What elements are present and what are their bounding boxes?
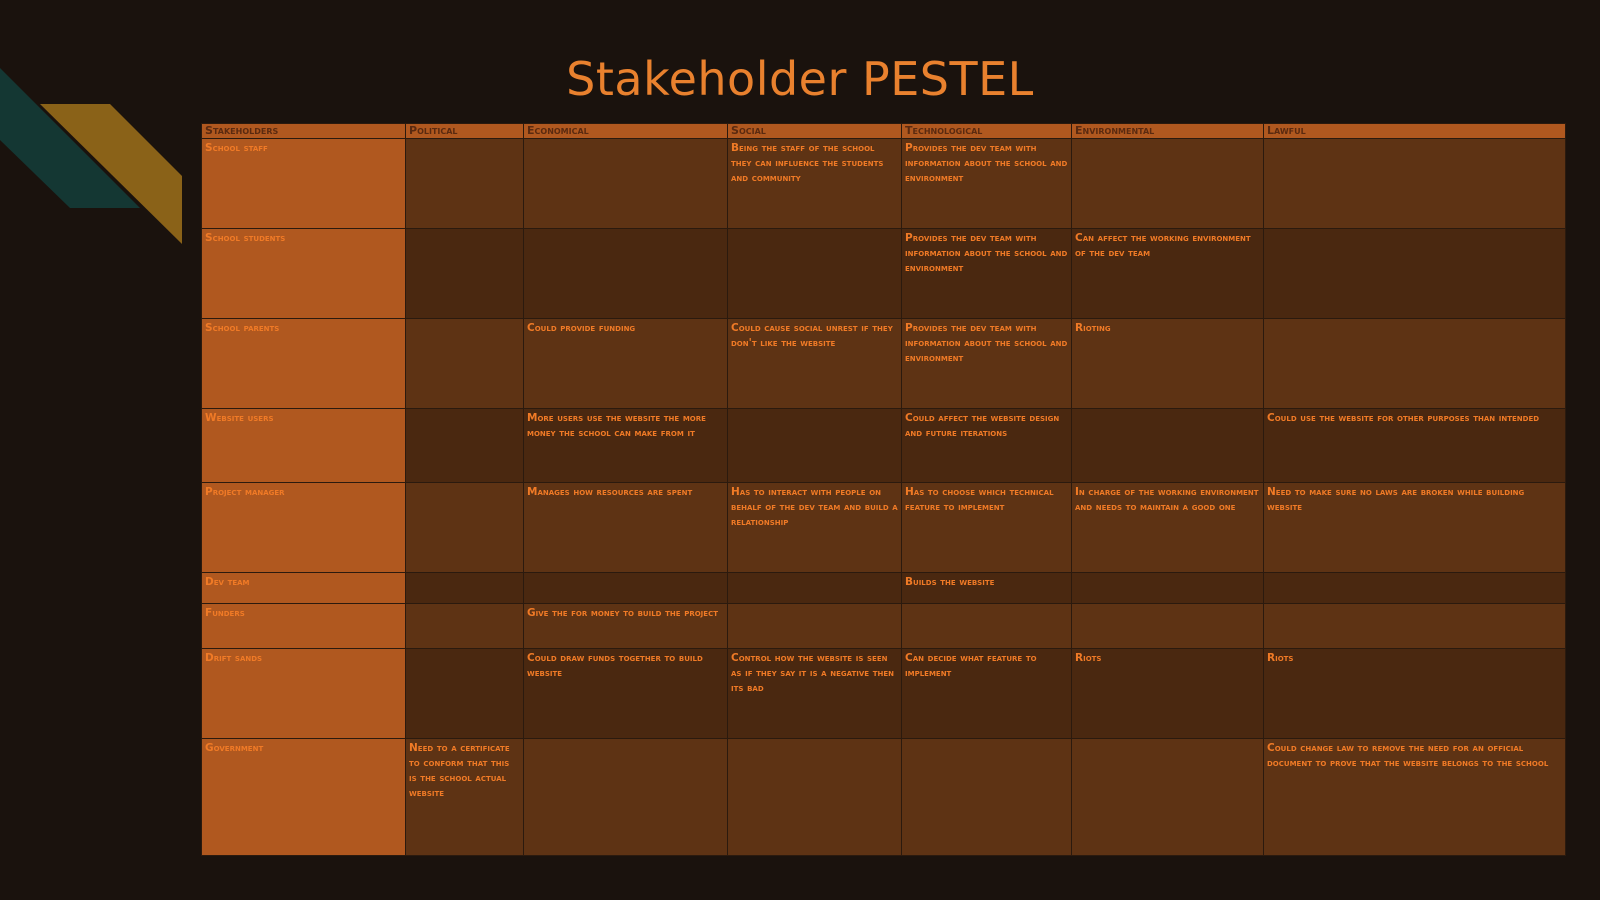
- cell-text: builds the website: [905, 576, 995, 588]
- cell-text: more users use the website the more money the school can make from it: [527, 412, 706, 439]
- table-cell: [902, 409, 1072, 483]
- table-cell: [524, 409, 728, 483]
- table-cell: [902, 573, 1072, 604]
- stakeholder-label: School staff: [205, 142, 268, 154]
- table-row: [202, 573, 1566, 604]
- table-cell: [1072, 739, 1264, 856]
- table-cell: [406, 409, 524, 483]
- cell-text: Provides the dev team with information about the school and environment: [905, 142, 1068, 184]
- table-cell: [406, 229, 524, 319]
- table-cell: [524, 139, 728, 229]
- table-cell: [902, 229, 1072, 319]
- cell-text: Can affect the working environment of the dev team: [1075, 232, 1251, 259]
- table-cell: [406, 573, 524, 604]
- header-label: social: [731, 124, 766, 137]
- header-label: Stakeholders: [205, 124, 279, 137]
- cell-text: Has to choose which technical feature to implement: [905, 486, 1054, 513]
- table-cell: [728, 409, 902, 483]
- table-cell: [524, 483, 728, 573]
- decorative-stripes: [0, 0, 190, 250]
- table-cell: [1072, 139, 1264, 229]
- table-cell: [1264, 739, 1566, 856]
- stakeholder-cell: [202, 604, 406, 649]
- table-cell: [1264, 409, 1566, 483]
- cell-text: In charge of the working environment and needs to maintain a good one: [1075, 486, 1259, 513]
- stakeholder-label: School students: [205, 232, 286, 244]
- table-cell: [1264, 319, 1566, 409]
- header-label: lawful: [1267, 124, 1306, 137]
- table-cell: [1264, 229, 1566, 319]
- cell-text: being the staff of the school they can influence the students and community: [731, 142, 884, 184]
- stakeholder-label: Project manager: [205, 486, 285, 498]
- table-cell: [1072, 409, 1264, 483]
- cell-text: Could use the website for other purposes than intended: [1267, 412, 1540, 424]
- table-cell: [902, 319, 1072, 409]
- cell-text: Rioting: [1075, 322, 1111, 334]
- stakeholder-label: School parents: [205, 322, 280, 334]
- table-cell: [406, 604, 524, 649]
- table-cell: [728, 319, 902, 409]
- table-cell: [1264, 649, 1566, 739]
- table-cell: [1072, 604, 1264, 649]
- table-cell: [728, 483, 902, 573]
- table-cell: [406, 139, 524, 229]
- table-row: [202, 739, 1566, 856]
- cell-text: Can decide what feature to implement: [905, 652, 1037, 679]
- table-cell: [524, 604, 728, 649]
- table-row: [202, 319, 1566, 409]
- table-cell: [1264, 483, 1566, 573]
- cell-text: Provides the dev team with information about the school and environment: [905, 322, 1068, 364]
- cell-text: Could affect the website design and future iterations: [905, 412, 1060, 439]
- table-row: [202, 604, 1566, 649]
- header-row: [202, 124, 1566, 139]
- table-row: [202, 139, 1566, 229]
- cell-text: need to a certificate to conform that this is the school actual website: [409, 742, 510, 799]
- table-cell: [1264, 604, 1566, 649]
- cell-text: Need to make sure no laws are broken while building website: [1267, 486, 1525, 513]
- stakeholder-label: Government: [205, 742, 264, 754]
- table-row: [202, 229, 1566, 319]
- stakeholder-label: Funders: [205, 607, 245, 619]
- header-political: [406, 124, 524, 139]
- table-cell: [728, 604, 902, 649]
- stakeholder-cell: [202, 573, 406, 604]
- header-label: economical: [527, 124, 589, 137]
- table-cell: [524, 229, 728, 319]
- table-cell: [902, 649, 1072, 739]
- cell-text: has to interact with people on behalf of the dev team and build a relationship: [731, 486, 898, 528]
- cell-text: Could change law to remove the need for an official document to prove that the website belongs to the school: [1267, 742, 1549, 769]
- table-cell: [1072, 573, 1264, 604]
- table-cell: [1264, 139, 1566, 229]
- table-cell: [406, 739, 524, 856]
- table-cell: [406, 649, 524, 739]
- stakeholder-cell: [202, 483, 406, 573]
- header-label: technological: [905, 124, 983, 137]
- table-cell: [1264, 573, 1566, 604]
- cell-text: provides the dev team with information about the school and environment: [905, 232, 1068, 274]
- table-cell: [524, 739, 728, 856]
- header-environmental: [1072, 124, 1264, 139]
- cell-text: could draw funds together to build website: [527, 652, 703, 679]
- table-cell: [728, 229, 902, 319]
- table-cell: [1072, 483, 1264, 573]
- table-cell: [902, 483, 1072, 573]
- cell-text: Control how the website is seen as if they say it is a negative then its bad: [731, 652, 894, 694]
- header-economical: [524, 124, 728, 139]
- table-row: [202, 649, 1566, 739]
- table-cell: [524, 319, 728, 409]
- stakeholder-cell: [202, 229, 406, 319]
- table-row: [202, 409, 1566, 483]
- table-cell: [902, 604, 1072, 649]
- table-cell: [1072, 319, 1264, 409]
- header-social: [728, 124, 902, 139]
- header-label: environmental: [1075, 124, 1155, 137]
- stakeholder-label: Drift sands: [205, 652, 263, 664]
- stakeholder-cell: [202, 409, 406, 483]
- table-cell: [728, 573, 902, 604]
- table-cell: [1072, 649, 1264, 739]
- table-cell: [524, 649, 728, 739]
- cell-text: give the for money to build the project: [527, 607, 718, 619]
- stakeholder-label: Dev team: [205, 576, 250, 588]
- table-cell: [902, 739, 1072, 856]
- header-label: political: [409, 124, 458, 137]
- table-cell: [524, 573, 728, 604]
- cell-text: could cause social unrest if they don't like the website: [731, 322, 893, 349]
- pestel-table: [201, 123, 1566, 856]
- stakeholder-label: Website users: [205, 412, 274, 424]
- header-stakeholders: [202, 124, 406, 139]
- table-cell: [728, 649, 902, 739]
- stakeholder-cell: [202, 649, 406, 739]
- table-cell: [728, 139, 902, 229]
- stakeholder-cell: [202, 739, 406, 856]
- cell-text: riots: [1267, 652, 1294, 664]
- page-title: Stakeholder PESTEL: [566, 52, 1034, 106]
- table-cell: [1072, 229, 1264, 319]
- cell-text: could provide funding: [527, 322, 636, 334]
- table-cell: [902, 139, 1072, 229]
- table-cell: [406, 319, 524, 409]
- table-cell: [406, 483, 524, 573]
- table-row: [202, 483, 1566, 573]
- header-lawful: [1264, 124, 1566, 139]
- stakeholder-cell: [202, 139, 406, 229]
- stakeholder-cell: [202, 319, 406, 409]
- table-cell: [728, 739, 902, 856]
- header-technological: [902, 124, 1072, 139]
- cell-text: manages how resources are spent: [527, 486, 693, 498]
- cell-text: Riots: [1075, 652, 1102, 664]
